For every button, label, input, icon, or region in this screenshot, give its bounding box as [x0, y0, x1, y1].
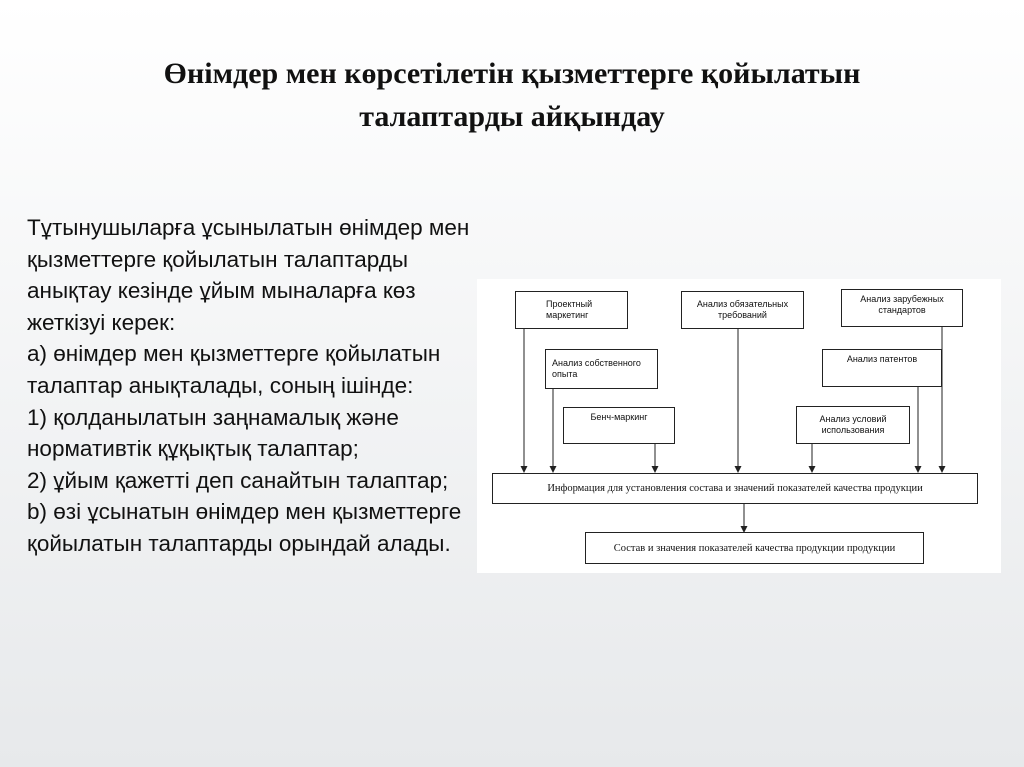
body-line: нормативтік құқықтық талаптар; — [27, 436, 359, 462]
box-mandatory-req-label: Анализ обязательных требований — [696, 299, 789, 320]
box-benchmarking-label: Бенч-маркинг — [590, 412, 648, 422]
box-mandatory-req — [681, 291, 804, 329]
box-foreign-std — [841, 289, 963, 327]
body-line: қойылатын талаптарды орындай алады. — [27, 530, 451, 556]
box-patents-label: Анализ патентов — [846, 354, 918, 364]
body-text — [27, 212, 497, 560]
body-line: қызметтерге қойылатын талаптарды — [27, 246, 409, 272]
box-result-label: Состав и значения показателей качества продукции продукции — [613, 542, 896, 554]
title-line-2: талаптарды айқындау — [359, 100, 665, 133]
box-proj-marketing — [515, 291, 628, 329]
body-line: 1) қолданылатын заңнамалық және — [27, 404, 399, 430]
box-benchmarking — [563, 407, 675, 444]
body-line: 2) ұйым қажетті деп санайтын талаптар; — [27, 467, 449, 493]
box-info — [492, 473, 978, 504]
box-result — [585, 532, 924, 564]
body-line: а) өнімдер мен қызметтерге қойылатын — [27, 341, 441, 367]
body-line: анықтау кезінде ұйым мыналарға көз — [27, 278, 416, 304]
box-own-experience-label: Анализ собственного опыта — [552, 358, 641, 379]
box-usage-conditions-label: Анализ условий использования — [819, 414, 887, 435]
box-patents — [822, 349, 942, 387]
body-line: Тұтынушыларға ұсынылатын өнімдер мен — [27, 215, 470, 240]
box-foreign-std-label: Анализ зарубежных стандартов — [860, 294, 944, 315]
box-own-experience — [545, 349, 658, 389]
box-proj-marketing-label: Проектный маркетинг — [546, 299, 593, 320]
flow-diagram — [477, 279, 1001, 573]
box-usage-conditions — [796, 406, 910, 444]
title-line-1: Өнімдер мен көрсетілетін қызметтерге қойылатын — [163, 57, 861, 90]
body-line: талаптар анықталады, соның ішінде: — [27, 372, 414, 398]
page-title — [60, 52, 964, 138]
body-line: b) өзі ұсынатын өнімдер мен қызметтерге — [27, 499, 462, 525]
body-line: жеткізуі керек: — [27, 309, 176, 335]
box-info-label: Информация для установления состава и значений показателей качества продукции — [547, 482, 923, 494]
